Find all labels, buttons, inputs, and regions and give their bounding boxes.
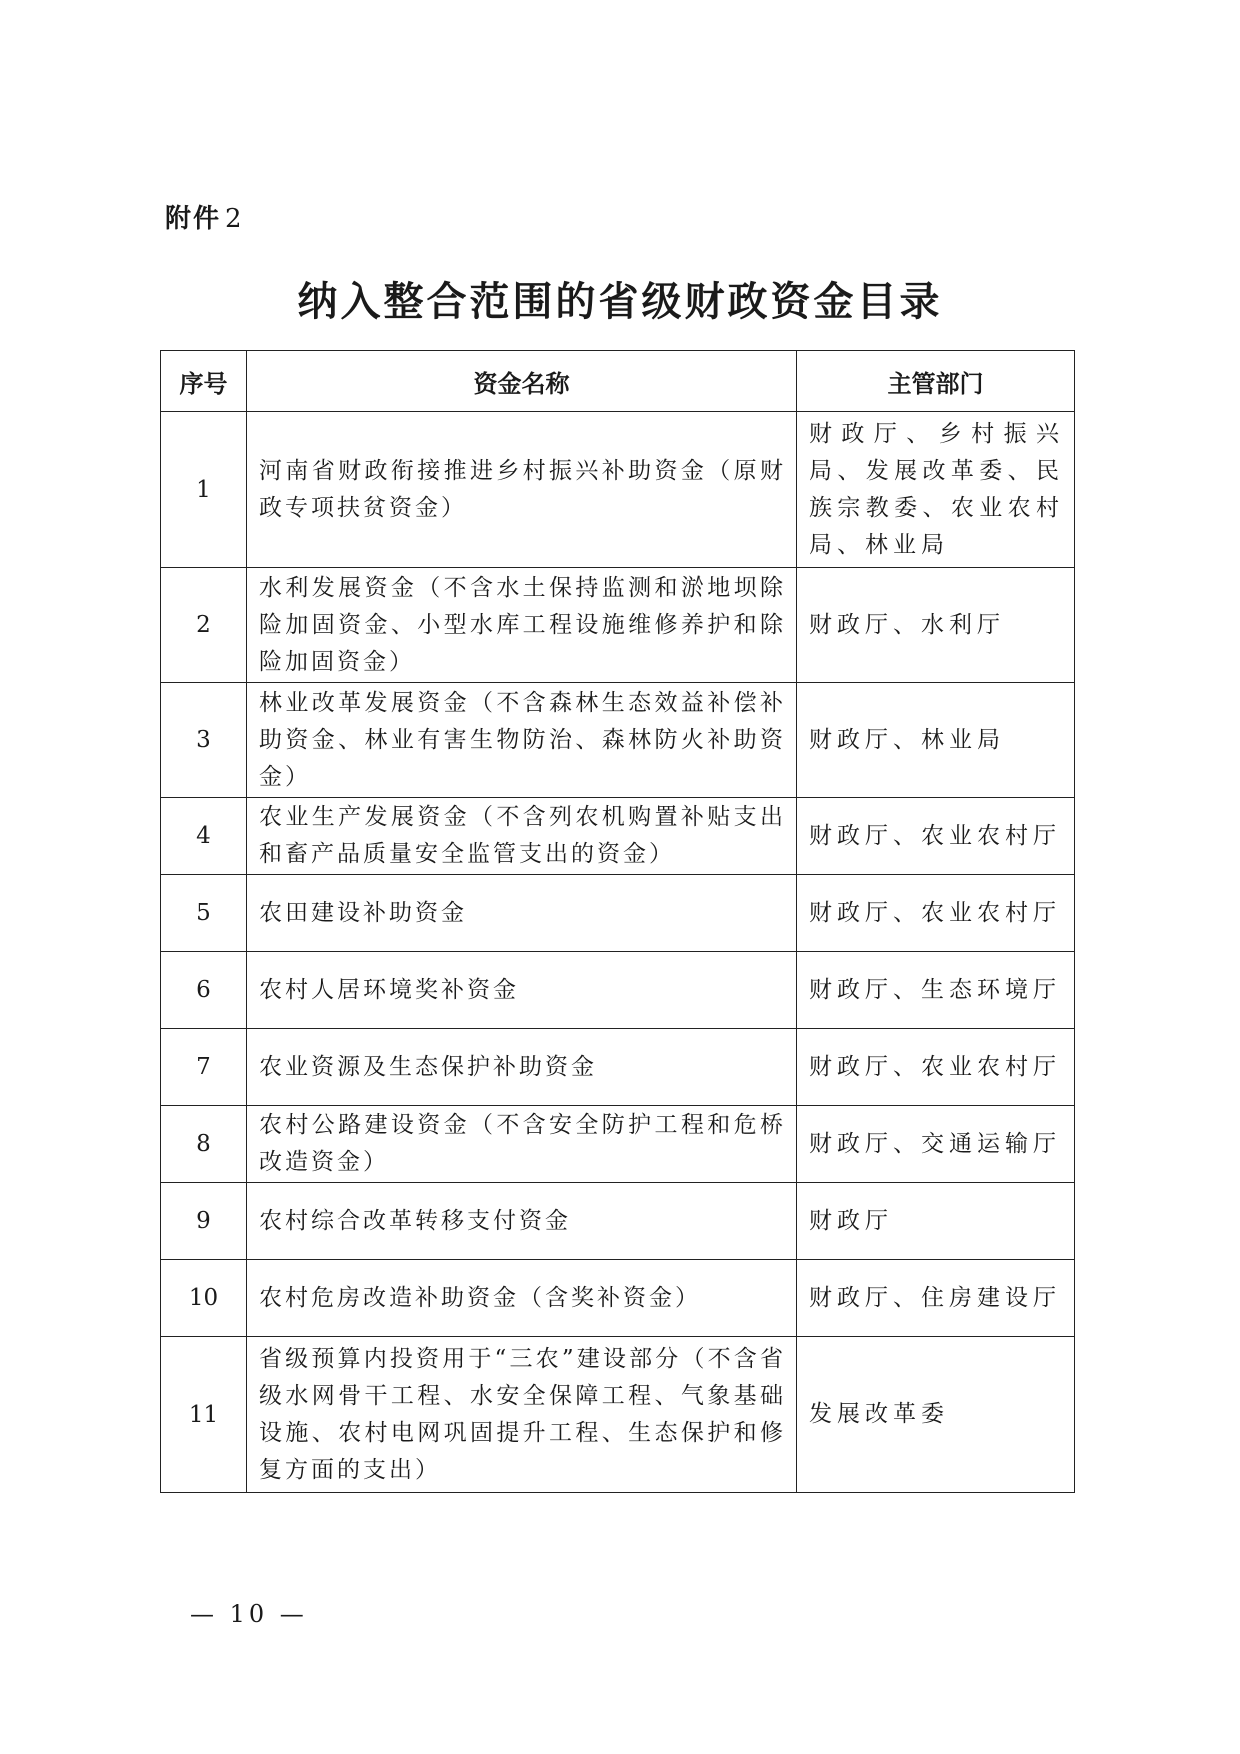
- row-fund-name: 林业改革发展资金（不含森林生态效益补偿补助资金、林业有害生物防治、森林防火补助资金）: [247, 683, 797, 798]
- row-index: 2: [161, 568, 247, 683]
- row-index: 5: [161, 875, 247, 952]
- row-index: 8: [161, 1106, 247, 1183]
- row-index: 7: [161, 1029, 247, 1106]
- table-row: [161, 1029, 1075, 1106]
- row-fund-name: 农村危房改造补助资金（含奖补资金）: [247, 1260, 797, 1337]
- column-header-dept: 主管部门: [797, 351, 1075, 412]
- table-row: [161, 412, 1075, 568]
- row-index: 3: [161, 683, 247, 798]
- table-header-row: [161, 351, 1075, 412]
- table-row: [161, 798, 1075, 875]
- page-number: — 10 —: [190, 1600, 308, 1628]
- column-header-name: 资金名称: [247, 351, 797, 412]
- row-department: 发展改革委: [797, 1337, 1075, 1493]
- row-index: 1: [161, 412, 247, 568]
- row-fund-name: 农业生产发展资金（不含列农机购置补贴支出和畜产品质量安全监管支出的资金）: [247, 798, 797, 875]
- row-department: 财政厅、交通运输厅: [797, 1106, 1075, 1183]
- row-index: 4: [161, 798, 247, 875]
- row-fund-name: 农村人居环境奖补资金: [247, 952, 797, 1029]
- table-row: [161, 683, 1075, 798]
- row-index: 10: [161, 1260, 247, 1337]
- page-title: 纳入整合范围的省级财政资金目录: [297, 279, 943, 325]
- row-index: 11: [161, 1337, 247, 1493]
- row-fund-name: 农村综合改革转移支付资金: [247, 1183, 797, 1260]
- row-department: 财政厅: [797, 1183, 1075, 1260]
- row-fund-name: 河南省财政衔接推进乡村振兴补助资金（原财政专项扶贫资金）: [247, 412, 797, 568]
- table-row: [161, 568, 1075, 683]
- table-row: [161, 952, 1075, 1029]
- row-department: 财政厅、农业农村厅: [797, 875, 1075, 952]
- attachment-number: 2: [225, 204, 244, 234]
- row-index: 9: [161, 1183, 247, 1260]
- row-department: 财政厅、生态环境厅: [797, 952, 1075, 1029]
- row-department: 财政厅、住房建设厅: [797, 1260, 1075, 1337]
- attachment-label: [165, 198, 244, 235]
- table-row: [161, 1183, 1075, 1260]
- table-row: [161, 1337, 1075, 1493]
- table-row: [161, 875, 1075, 952]
- row-fund-name: 农业资源及生态保护补助资金: [247, 1029, 797, 1106]
- attachment-text: 附件: [165, 204, 222, 234]
- funds-table: [160, 350, 1075, 1493]
- row-department: 财政厅、农业农村厅: [797, 798, 1075, 875]
- column-header-index: 序号: [161, 351, 247, 412]
- row-department: 财政厅、农业农村厅: [797, 1029, 1075, 1106]
- row-fund-name: 水利发展资金（不含水土保持监测和淤地坝除险加固资金、小型水库工程设施维修养护和除险加固资金）: [247, 568, 797, 683]
- row-department: 财政厅、水利厅: [797, 568, 1075, 683]
- row-fund-name: 农村公路建设资金（不含安全防护工程和危桥改造资金）: [247, 1106, 797, 1183]
- row-index: 6: [161, 952, 247, 1029]
- row-department: 财政厅、林业局: [797, 683, 1075, 798]
- table-row: [161, 1260, 1075, 1337]
- row-department: 财政厅、乡村振兴局、发展改革委、民族宗教委、农业农村局、林业局: [797, 412, 1075, 568]
- row-fund-name: 省级预算内投资用于“三农”建设部分（不含省级水网骨干工程、水安全保障工程、气象基础设施、农村电网巩固提升工程、生态保护和修复方面的支出）: [247, 1337, 797, 1493]
- row-fund-name: 农田建设补助资金: [247, 875, 797, 952]
- table-row: [161, 1106, 1075, 1183]
